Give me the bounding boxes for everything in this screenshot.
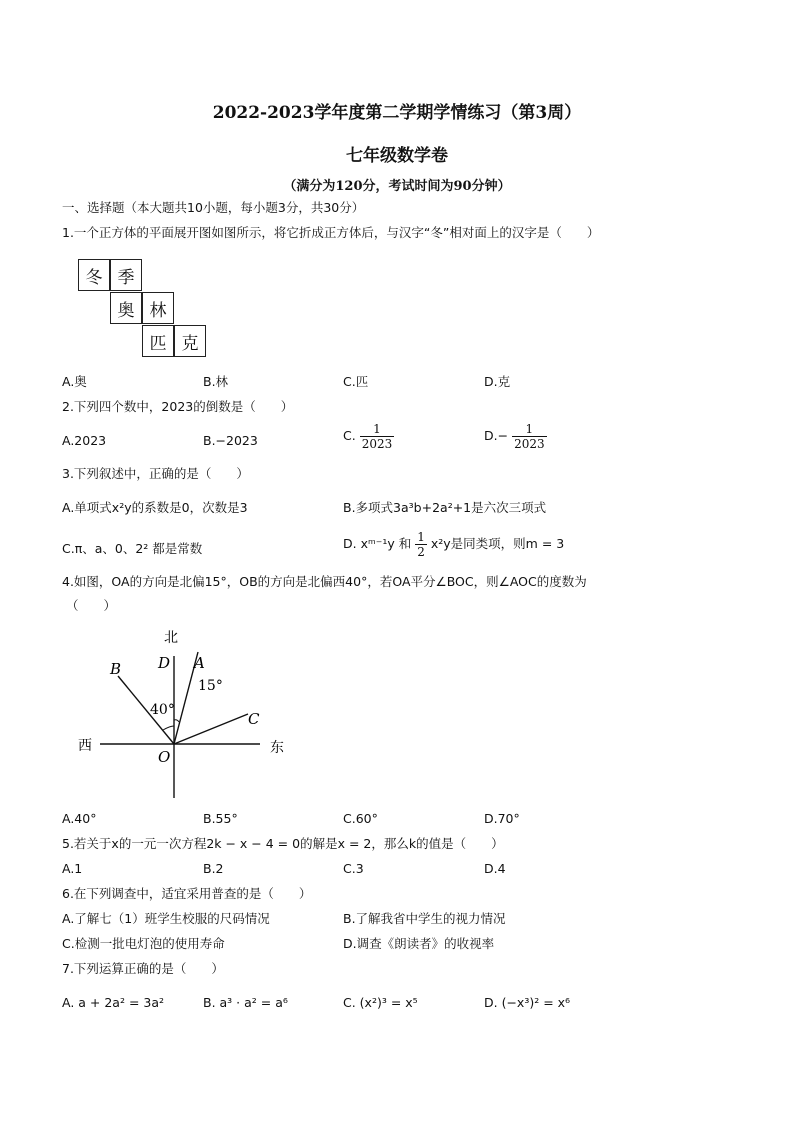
- fraction: [512, 422, 547, 451]
- option-c: [343, 422, 394, 451]
- fraction: [415, 530, 427, 559]
- point-d-label: D: [158, 654, 171, 672]
- ray-oc: [174, 714, 248, 744]
- question-4-stem-cont: （ ）: [66, 598, 117, 613]
- option-text-post: x²y是同类项，则m = 3: [430, 536, 565, 551]
- numerator: 1: [525, 422, 534, 436]
- option-d: D. (−x³)² = x⁶: [484, 995, 571, 1010]
- net-cell: 林: [142, 292, 174, 324]
- denominator: 2023: [361, 437, 393, 451]
- numerator: 1: [373, 422, 381, 436]
- question-2-stem: 2.下列四个数中，2023的倒数是（ ）: [62, 399, 294, 414]
- section-heading: 一、选择题（本大题共10小题，每小题3分，共30分）: [62, 200, 365, 215]
- option-c: C.匹: [343, 374, 369, 389]
- angle-arc-15: [174, 720, 179, 722]
- option-c: C.3: [343, 861, 364, 876]
- option-c: C.检测一批电灯泡的使用寿命: [62, 936, 225, 951]
- option-d: [484, 422, 547, 451]
- option-a: A.了解七（1）班学生校服的尺码情况: [62, 911, 270, 926]
- option-a: A.2023: [62, 433, 107, 448]
- north-label: 北: [164, 630, 178, 646]
- option-b: B.−2023: [203, 433, 258, 448]
- option-b: B.林: [203, 374, 229, 389]
- point-b-label: B: [110, 660, 122, 678]
- angle-label-15: 15°: [198, 678, 223, 694]
- option-c: C.60°: [343, 811, 378, 826]
- direction-diagram: [60, 620, 320, 810]
- option-a: A.40°: [62, 811, 97, 826]
- exam-note: （满分为120分，考试时间为90分钟）: [283, 179, 511, 194]
- question-1-stem: 1.一个正方体的平面展开图如图所示，将它折成正方体后，与汉字“冬”相对面上的汉字是（ ）: [62, 225, 600, 240]
- option-a: A. a + 2a² = 3a²: [62, 995, 165, 1010]
- option-d: D.调查《朗读者》的收视率: [343, 936, 495, 951]
- option-a: A.单项式x²y的系数是0，次数是3: [62, 500, 248, 515]
- origin-label: O: [158, 748, 171, 766]
- question-4-stem: 4.如图，OA的方向是北偏15°，OB的方向是北偏西40°，若OA平分∠BOC，则∠AOC的度数为: [62, 574, 587, 589]
- net-cell: 奥: [110, 292, 142, 324]
- question-3-stem: 3.下列叙述中，正确的是（ ）: [62, 466, 249, 481]
- page-title: 2022-2023学年度第二学期学情练习（第3周）: [212, 103, 582, 123]
- net-cell: 克: [174, 325, 206, 357]
- denominator: 2: [417, 545, 425, 559]
- option-d: D.70°: [484, 811, 520, 826]
- angle-arc-40: [163, 726, 174, 730]
- numerator: 1: [417, 530, 425, 544]
- option-text-pre: D. xᵐ⁻¹y 和: [343, 536, 412, 551]
- option-label: C.: [343, 428, 356, 443]
- exam-subtitle: 七年级数学卷: [346, 146, 448, 166]
- point-a-label: A: [194, 654, 205, 672]
- east-label: 东: [270, 740, 284, 756]
- option-b: B.55°: [203, 811, 238, 826]
- net-cell: 冬: [78, 259, 110, 291]
- point-c-label: C: [248, 710, 260, 728]
- option-a: A.1: [62, 861, 83, 876]
- net-cell: 匹: [142, 325, 174, 357]
- option-b: B.多项式3a³b+2a²+1是六次三项式: [343, 500, 547, 515]
- option-b: B.了解我省中学生的视力情况: [343, 911, 506, 926]
- net-cell: 季: [110, 259, 142, 291]
- question-5-stem: 5.若关于x的一元一次方程2k − x − 4 = 0的解是x = 2，那么k的值是（ ）: [62, 836, 504, 851]
- west-label: 西: [78, 738, 92, 754]
- angle-label-40: 40°: [150, 702, 175, 718]
- denominator: 2023: [514, 437, 545, 451]
- option-d: [343, 530, 564, 559]
- option-c: C. (x²)³ = x⁵: [343, 995, 418, 1010]
- option-b: B. a³ · a² = a⁶: [203, 995, 288, 1010]
- option-label: D.−: [484, 428, 509, 443]
- option-d: D.4: [484, 861, 506, 876]
- fraction: [360, 422, 395, 451]
- option-a: A.奥: [62, 374, 87, 389]
- option-c: C.π、a、0、2² 都是常数: [62, 541, 203, 556]
- question-6-stem: 6.在下列调查中，适宜采用普查的是（ ）: [62, 886, 312, 901]
- option-d: D.克: [484, 374, 511, 389]
- question-7-stem: 7.下列运算正确的是（ ）: [62, 961, 224, 976]
- option-b: B.2: [203, 861, 224, 876]
